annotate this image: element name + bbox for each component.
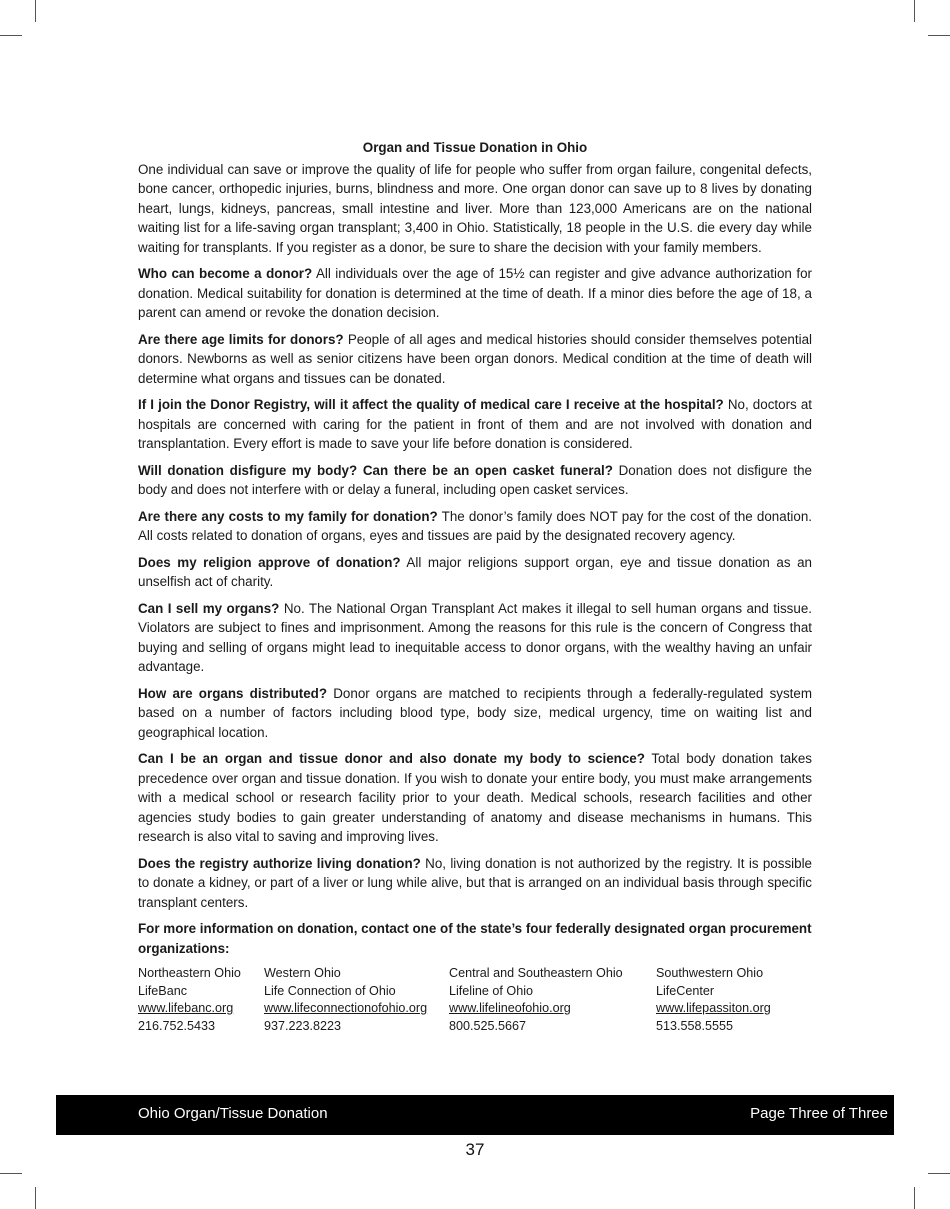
faq-question: How are organs distributed? (138, 685, 328, 701)
faq-question: Will donation disfigure my body? Can there be an open casket funeral? (138, 462, 613, 478)
faq-living-donation (138, 854, 812, 913)
faq-question: Does the registry authorize living donation? (138, 855, 421, 871)
org-name: Life Connection of Ohio (264, 983, 396, 998)
faq-disfigure (138, 461, 812, 500)
org-region: Northeastern Ohio (138, 966, 241, 980)
faq-answer: People of all ages and medical histories should consider themselves potential donors. Newborns as well as senior citizens have been organ donors. Medical condition at the time of death will determine what organs and tissues can be donated. (138, 331, 812, 386)
org-name: LifeBanc (138, 983, 188, 998)
crop-mark (928, 1173, 950, 1174)
faq-question: Who can become a donor? (138, 266, 313, 281)
faq-answer: No, living donation is not authorized by the registry. It is possible to donate a kidney, or part of a liver or lung while alive, but that is arranged on an individual basis through specific transplant centers. (138, 855, 812, 910)
crop-mark (914, 1187, 915, 1209)
org-url-link[interactable]: www.lifeconnectionofohio.org (264, 1001, 428, 1015)
faq-sell-organs (138, 599, 812, 677)
faq-question: Can I sell my organs? (138, 600, 280, 616)
org-name: LifeCenter (656, 983, 715, 998)
footer-bar (56, 1095, 894, 1135)
org-central-southeastern-ohio (449, 965, 623, 1035)
faq-question: Are there any costs to my family for donation? (138, 508, 438, 524)
document-body (138, 138, 812, 1037)
org-region: Western Ohio (264, 966, 341, 980)
faq-question: Does my religion approve of donation? (138, 554, 401, 570)
faq-body-to-science (138, 749, 812, 847)
org-phone: 800.525.5667 (449, 1018, 527, 1033)
org-southwestern-ohio (656, 965, 771, 1035)
org-url-link[interactable]: www.lifelineofohio.org (449, 1001, 571, 1015)
faq-answer: All major religions support organ, eye and tissue donation as an unselfish act of charity. (138, 554, 812, 589)
footer-title: Ohio Organ/Tissue Donation (138, 1105, 328, 1122)
org-region: Central and Southeastern Ohio (449, 966, 623, 980)
faq-question: If I join the Donor Registry, will it affect the quality of medical care I receive at the hospital? (138, 397, 724, 412)
faq-answer: The donor’s family does NOT pay for the cost of the donation. All costs related to donation of organs, eyes and tissues are paid by the designated recovery agency. (138, 508, 813, 543)
intro-paragraph: One individual can save or improve the quality of life for people who suffer from organ failure, congenital defects, bone cancer, orthopedic injuries, burns, blindness and more. One organ donor can save up to 8 lives by donating heart, lungs, kidneys, pancreas, small intestine and liver. More than 123,000 Americans are on the national waiting list for a life-saving organ transplant; 3,400 in Ohio. Statistically, 18 people in the U.S. die every day while waiting for transplants. If you register as a donor, be sure to share the decision with your family members. (138, 161, 812, 255)
org-url-link[interactable]: www.lifebanc.org (138, 1001, 234, 1015)
organization-list (138, 965, 812, 1037)
crop-mark (35, 0, 36, 22)
page-title: Organ and Tissue Donation in Ohio (362, 140, 588, 155)
org-url-link[interactable]: www.lifepassiton.org (656, 1001, 771, 1015)
org-northeastern-ohio (138, 965, 241, 1035)
contact-heading: For more information on donation, contact one of the state’s four federally designated organ procurement organizations: (138, 921, 812, 956)
faq-answer: No, doctors at hospitals are concerned with caring for the patient in front of them and are not involved with donation and transplantation. Every effort is made to save your life before donation is considered. (138, 397, 813, 451)
org-region: Southwestern Ohio (656, 966, 764, 980)
faq-who-can-donate (138, 264, 812, 323)
footer-page-label: Page Three of Three (750, 1105, 888, 1122)
org-phone: 216.752.5433 (138, 1018, 216, 1033)
crop-mark (928, 35, 950, 36)
faq-answer: All individuals over the age of 15½ can register and give advance authorization for donation. Medical suitability for donation is determined at the time of death. If a minor dies before the age of 18, a parent can amend or revoke the donation decision. (138, 266, 812, 320)
crop-mark (35, 1187, 36, 1209)
crop-mark (0, 1173, 22, 1174)
faq-answer: No. The National Organ Transplant Act makes it illegal to sell human organs and tissue. Violators are subject to fines and imprisonment. Among the reasons for this rule is the concern of Congress that buying and selling of organs might lead to inequitable access to donor organs, with the wealthy having an unfair advantage. (138, 600, 812, 674)
faq-answer: Total body donation takes precedence over organ and tissue donation. If you wish to donate your entire body, you must make arrangements with a medical school or research facility prior to your death. Medical schools, research facilities and other agencies study bodies to gain greater understanding of anatomy and disease mechanisms in humans. This research is also vital to saving and improving lives. (138, 751, 812, 844)
faq-answer: Donor organs are matched to recipients through a federally-regulated system based on a number of factors including blood type, body size, medical urgency, time on waiting list and geographical location. (138, 685, 812, 740)
org-phone: 937.223.8223 (264, 1018, 342, 1033)
org-western-ohio (264, 965, 427, 1035)
faq-medical-care (138, 395, 812, 454)
faq-question: Are there age limits for donors? (138, 331, 344, 347)
page-number: 37 (465, 1140, 485, 1159)
faq-answer: Donation does not disfigure the body and does not interfere with or delay a funeral, including open casket services. (138, 462, 812, 497)
crop-mark (914, 0, 915, 22)
faq-question: Can I be an organ and tissue donor and also donate my body to science? (138, 751, 645, 766)
crop-mark (0, 35, 22, 36)
org-name: Lifeline of Ohio (449, 983, 534, 998)
faq-costs (138, 507, 812, 546)
faq-age-limits (138, 330, 812, 389)
faq-religion (138, 553, 812, 592)
faq-distribution (138, 684, 812, 743)
org-phone: 513.558.5555 (656, 1018, 734, 1033)
